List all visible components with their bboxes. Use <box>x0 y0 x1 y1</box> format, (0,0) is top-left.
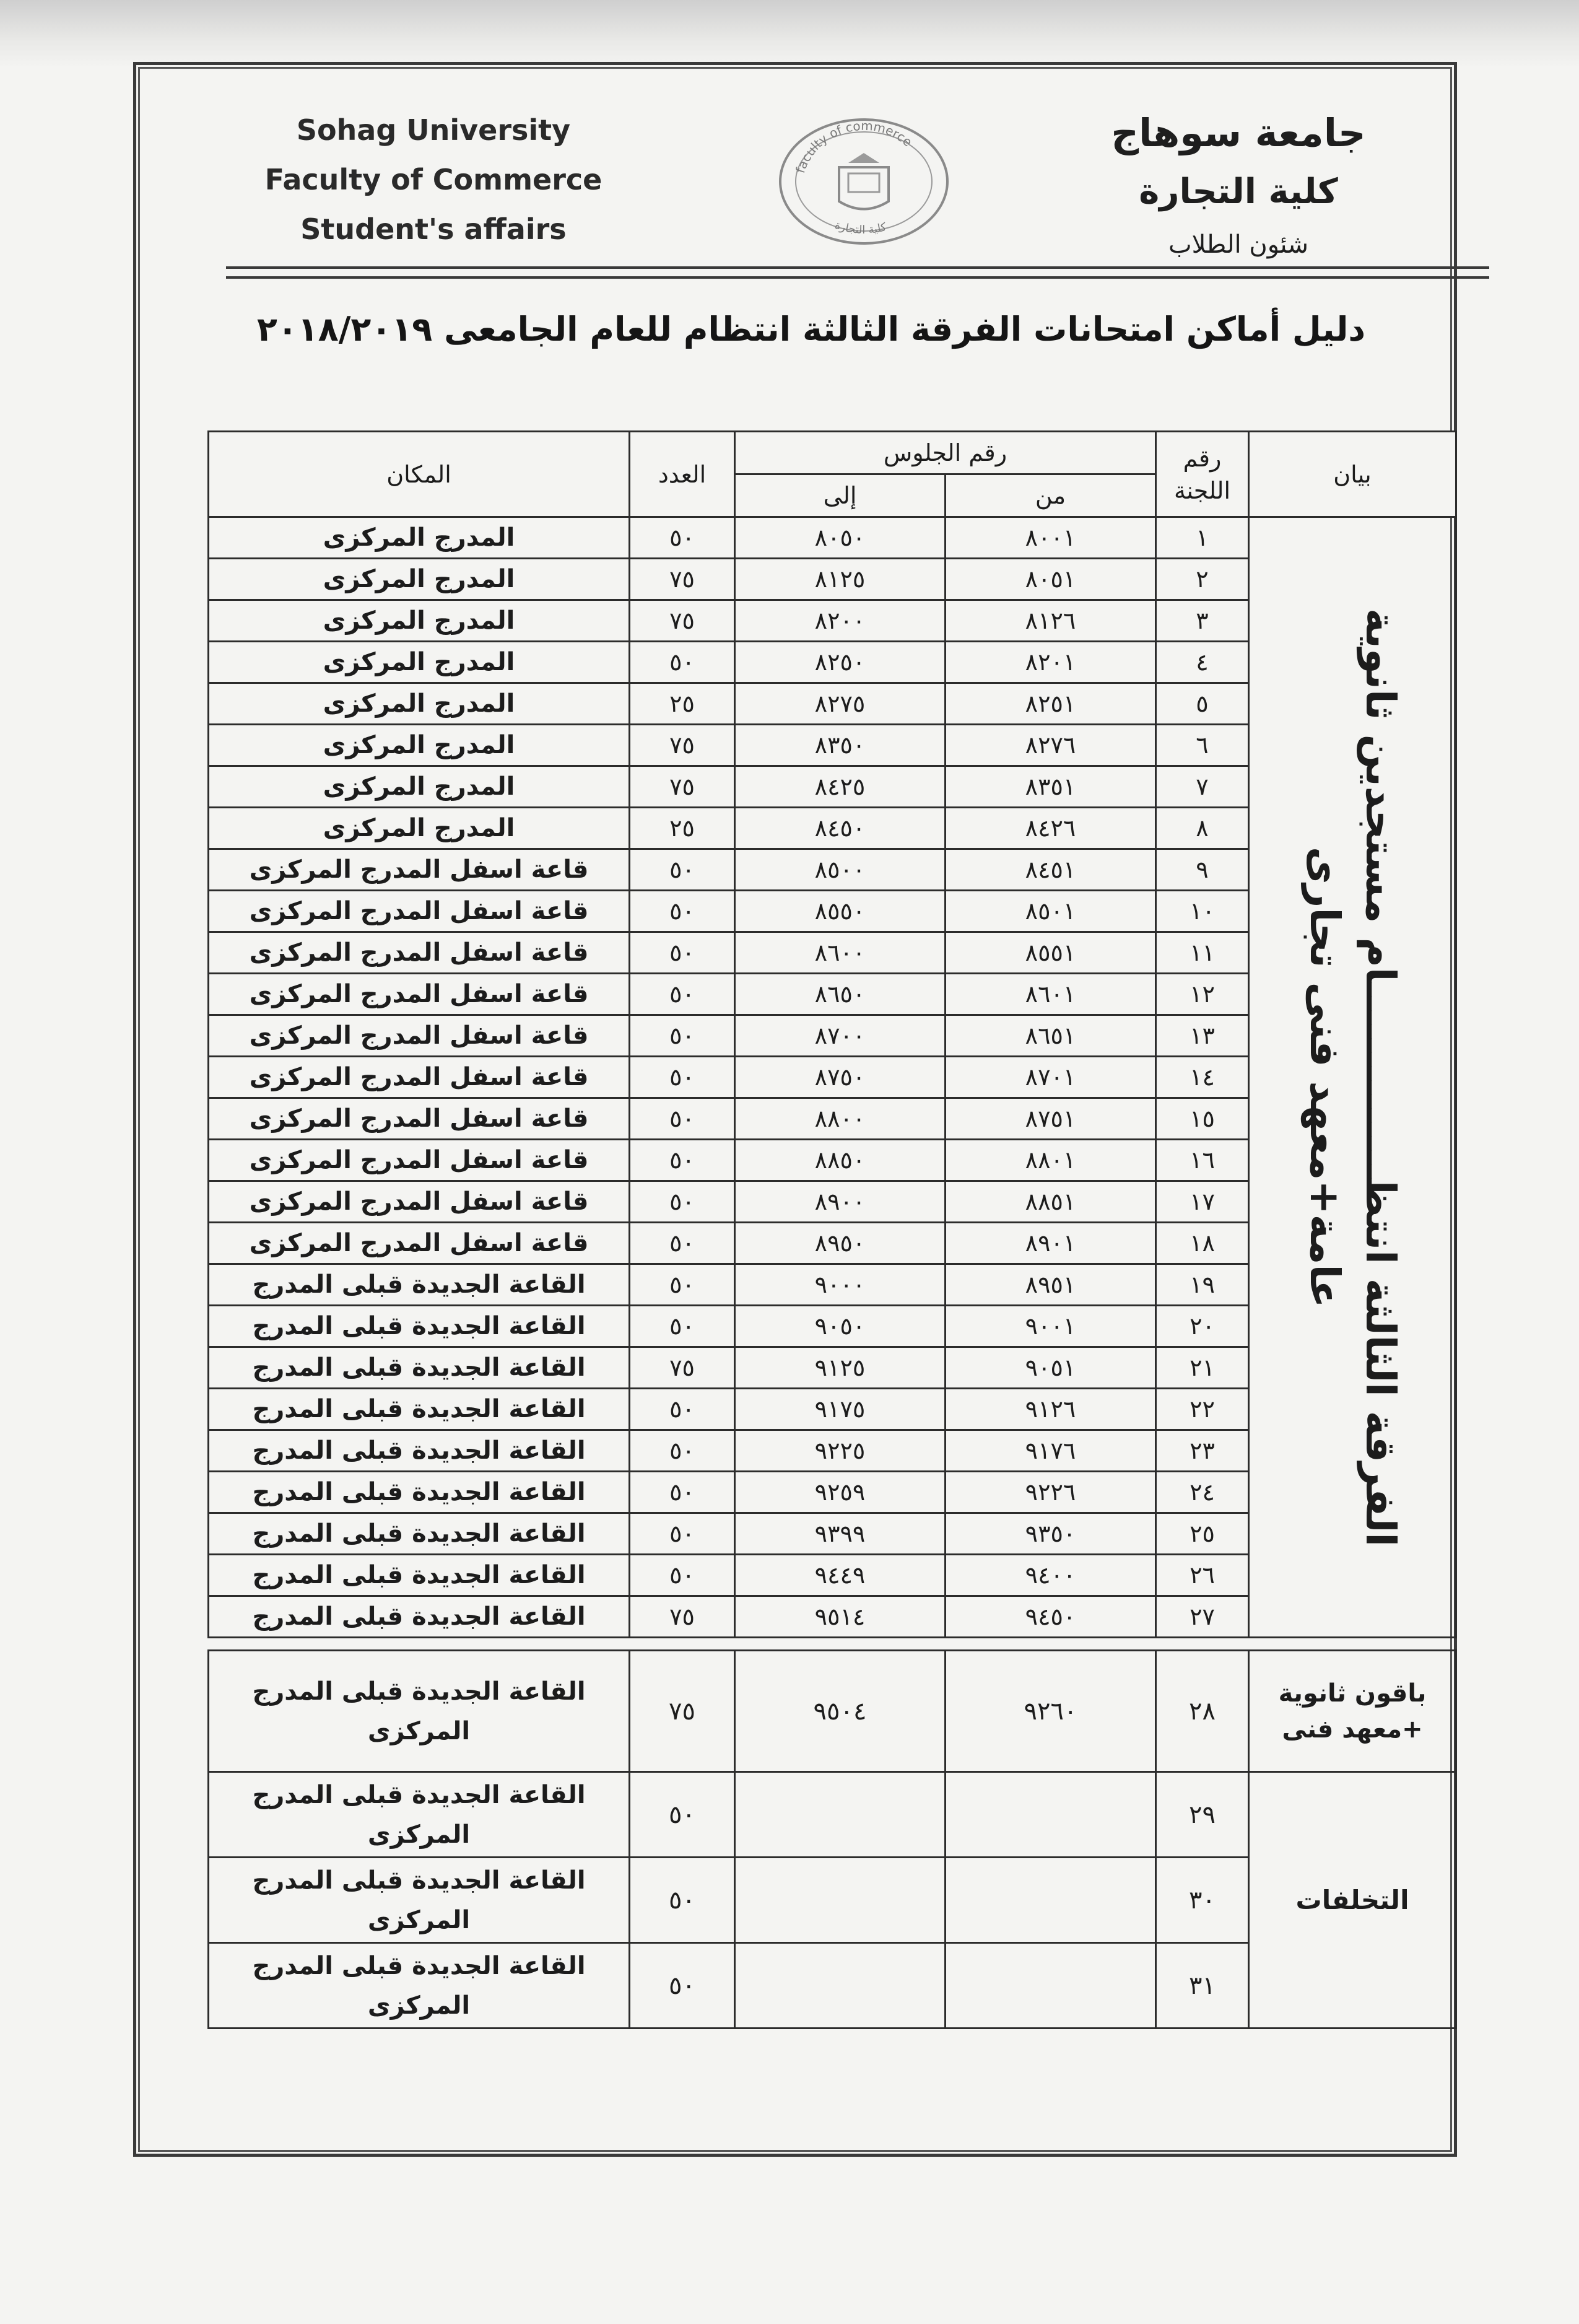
from-cell: ٨٢٥١ <box>946 683 1156 725</box>
from-cell: ٨٦٥١ <box>946 1015 1156 1057</box>
committee-cell: ١٤ <box>1156 1057 1249 1098</box>
to-cell: ٨٨٠٠ <box>735 1098 946 1140</box>
place-cell: القاعة الجديدة قبلى المدرج المركزى <box>209 1772 630 1858</box>
to-cell: ٨٧٥٠ <box>735 1057 946 1098</box>
extra-rows <box>209 1651 1456 2029</box>
to-cell: ٩٥٠٤ <box>735 1651 946 1772</box>
to-cell: ٨٣٥٠ <box>735 725 946 766</box>
from-cell: ٨٥٠١ <box>946 891 1156 932</box>
count-cell: ٧٥ <box>630 600 735 642</box>
to-cell: ٩١٢٥ <box>735 1347 946 1389</box>
place-cell: المدرج المركزى <box>209 766 630 808</box>
committee-cell: ١٠ <box>1156 891 1249 932</box>
count-cell: ٥٠ <box>630 1472 735 1513</box>
from-cell: ٨٢٧٦ <box>946 725 1156 766</box>
to-cell: ٨٦٠٠ <box>735 932 946 974</box>
header-english <box>260 105 607 254</box>
committee-cell: ٣٠ <box>1156 1858 1249 1943</box>
count-cell: ٧٥ <box>630 559 735 600</box>
count-cell: ٥٠ <box>630 1098 735 1140</box>
from-cell: ٩٢٦٠ <box>946 1651 1156 1772</box>
to-cell: ٩٢٥٩ <box>735 1472 946 1513</box>
from-cell: ٨٧٠١ <box>946 1057 1156 1098</box>
count-cell: ٧٥ <box>630 1347 735 1389</box>
to-cell: ٨٨٥٠ <box>735 1140 946 1181</box>
from-cell: ٨٣٥١ <box>946 766 1156 808</box>
count-cell: ٥٠ <box>630 642 735 683</box>
place-cell: المدرج المركزى <box>209 725 630 766</box>
count-cell: ٥٠ <box>630 1264 735 1306</box>
committee-cell: ١١ <box>1156 932 1249 974</box>
committee-cell: ١٣ <box>1156 1015 1249 1057</box>
to-cell: ٨٢٥٠ <box>735 642 946 683</box>
count-cell: ٥٠ <box>630 517 735 559</box>
committee-cell: ٢٠ <box>1156 1306 1249 1347</box>
from-cell: ٨٩٠١ <box>946 1223 1156 1264</box>
count-cell: ٥٠ <box>630 1555 735 1596</box>
table-row <box>209 1651 1456 1772</box>
to-cell: ٨٢٠٠ <box>735 600 946 642</box>
place-cell: قاعة اسفل المدرج المركزى <box>209 1223 630 1264</box>
committee-cell: ١٦ <box>1156 1140 1249 1181</box>
to-cell: ٨٥٠٠ <box>735 849 946 891</box>
late-label: التخلفات <box>1249 1772 1456 2029</box>
committee-cell: ٤ <box>1156 642 1249 683</box>
place-cell: القاعة الجديدة قبلى المدرج <box>209 1472 630 1513</box>
to-cell: ٩٥١٤ <box>735 1596 946 1638</box>
to-cell <box>735 1858 946 1943</box>
count-cell: ٥٠ <box>630 932 735 974</box>
from-cell: ٩٤٥٠ <box>946 1596 1156 1638</box>
to-cell: ٨٩٥٠ <box>735 1223 946 1264</box>
header-place: المكان <box>209 432 630 517</box>
place-cell: قاعة اسفل المدرج المركزى <box>209 1098 630 1140</box>
from-cell: ٩٠٠١ <box>946 1306 1156 1347</box>
to-cell: ٨٠٥٠ <box>735 517 946 559</box>
to-cell: ٩٣٩٩ <box>735 1513 946 1555</box>
committee-cell: ١٧ <box>1156 1181 1249 1223</box>
place-cell: القاعة الجديدة قبلى المدرج <box>209 1430 630 1472</box>
count-cell: ٥٠ <box>630 974 735 1015</box>
to-cell: ٩١٧٥ <box>735 1389 946 1430</box>
place-cell: المدرج المركزى <box>209 559 630 600</box>
from-cell: ٨٤٢٦ <box>946 808 1156 849</box>
to-cell <box>735 1943 946 2029</box>
place-cell: قاعة اسفل المدرج المركزى <box>209 932 630 974</box>
header-committee: رقم اللجنة <box>1156 432 1249 517</box>
place-cell: القاعة الجديدة قبلى المدرج المركزى <box>209 1943 630 2029</box>
group-label: الفرقة الثالثة انتظــــــــــــــام مستجدين ثانوية عامة+معهد فنى تجارى <box>1301 608 1404 1547</box>
from-cell: ٨٠٠١ <box>946 517 1156 559</box>
place-cell: المدرج المركزى <box>209 517 630 559</box>
place-cell: القاعة الجديدة قبلى المدرج <box>209 1555 630 1596</box>
from-cell: ٩١٢٦ <box>946 1389 1156 1430</box>
place-cell: القاعة الجديدة قبلى المدرج <box>209 1347 630 1389</box>
department-name-en: Student's affairs <box>300 212 567 246</box>
place-cell: المدرج المركزى <box>209 808 630 849</box>
committee-cell: ١ <box>1156 517 1249 559</box>
table-row <box>209 517 1456 559</box>
committee-cell: ١٨ <box>1156 1223 1249 1264</box>
from-cell: ٩٣٥٠ <box>946 1513 1156 1555</box>
from-cell: ٨٥٥١ <box>946 932 1156 974</box>
from-cell <box>946 1858 1156 1943</box>
group-label-cell <box>1249 517 1456 1638</box>
from-cell <box>946 1772 1156 1858</box>
from-cell: ٨٠٥١ <box>946 559 1156 600</box>
to-cell: ٨٦٥٠ <box>735 974 946 1015</box>
from-cell <box>946 1943 1156 2029</box>
header-to: إلى <box>735 474 946 517</box>
university-name-ar: جامعة سوهاج <box>1111 110 1366 155</box>
to-cell: ٩٤٤٩ <box>735 1555 946 1596</box>
from-cell: ٨٨٥١ <box>946 1181 1156 1223</box>
count-cell: ٧٥ <box>630 766 735 808</box>
to-cell: ٩٠٠٠ <box>735 1264 946 1306</box>
faculty-name-ar: كلية التجارة <box>1139 172 1338 212</box>
from-cell: ٩٤٠٠ <box>946 1555 1156 1596</box>
place-cell: قاعة اسفل المدرج المركزى <box>209 891 630 932</box>
count-cell: ٥٠ <box>630 1140 735 1181</box>
committee-cell: ٢٧ <box>1156 1596 1249 1638</box>
place-cell: القاعة الجديدة قبلى المدرج <box>209 1389 630 1430</box>
committee-cell: ٥ <box>1156 683 1249 725</box>
to-cell: ٩٢٢٥ <box>735 1430 946 1472</box>
from-cell: ٨٤٥١ <box>946 849 1156 891</box>
committee-cell: ٦ <box>1156 725 1249 766</box>
header-arabic <box>1077 102 1399 269</box>
count-cell: ٥٠ <box>630 1223 735 1264</box>
to-cell: ٨٤٢٥ <box>735 766 946 808</box>
page-title: دليل أماكن امتحانات الفرقة الثالثة انتظام للعام الجامعى ٢٠١٨/٢٠١٩ <box>256 310 1366 349</box>
committee-cell: ٢٢ <box>1156 1389 1249 1430</box>
department-name-ar: شئون الطلاب <box>1168 230 1308 259</box>
from-cell: ٨٦٠١ <box>946 974 1156 1015</box>
to-cell: ٨٧٠٠ <box>735 1015 946 1057</box>
count-cell: ٢٥ <box>630 808 735 849</box>
count-cell: ٧٥ <box>630 725 735 766</box>
place-cell: قاعة اسفل المدرج المركزى <box>209 1015 630 1057</box>
count-cell: ٥٠ <box>630 1943 735 2029</box>
place-cell: القاعة الجديدة قبلى المدرج <box>209 1596 630 1638</box>
to-cell: ٨٤٥٠ <box>735 808 946 849</box>
header-from: من <box>946 474 1156 517</box>
to-cell: ٨١٢٥ <box>735 559 946 600</box>
from-cell: ٨١٢٦ <box>946 600 1156 642</box>
from-cell: ٩٠٥١ <box>946 1347 1156 1389</box>
to-cell <box>735 1772 946 1858</box>
scan-shadow <box>0 0 1579 68</box>
place-cell: المدرج المركزى <box>209 600 630 642</box>
place-cell: القاعة الجديدة قبلى المدرج المركزى <box>209 1651 630 1772</box>
from-cell: ٨٢٠١ <box>946 642 1156 683</box>
exam-locations-table <box>207 430 1457 2029</box>
count-cell: ٢٥ <box>630 683 735 725</box>
place-cell: قاعة اسفل المدرج المركزى <box>209 1057 630 1098</box>
committee-cell: ٢٤ <box>1156 1472 1249 1513</box>
count-cell: ٥٠ <box>630 849 735 891</box>
place-cell: القاعة الجديدة قبلى المدرج <box>209 1264 630 1306</box>
count-cell: ٥٠ <box>630 1430 735 1472</box>
committee-cell: ٨ <box>1156 808 1249 849</box>
to-cell: ٨٢٧٥ <box>735 683 946 725</box>
committee-cell: ٣ <box>1156 600 1249 642</box>
place-cell: القاعة الجديدة قبلى المدرج <box>209 1306 630 1347</box>
place-cell: القاعة الجديدة قبلى المدرج <box>209 1513 630 1555</box>
main-rows <box>209 517 1456 1638</box>
count-cell: ٥٠ <box>630 1015 735 1057</box>
committee-cell: ١٢ <box>1156 974 1249 1015</box>
place-cell: قاعة اسفل المدرج المركزى <box>209 1181 630 1223</box>
to-cell: ٩٠٥٠ <box>735 1306 946 1347</box>
header-statement: بيان <box>1249 432 1456 517</box>
place-cell: قاعة اسفل المدرج المركزى <box>209 849 630 891</box>
faculty-logo <box>768 108 960 251</box>
committee-cell: ١٩ <box>1156 1264 1249 1306</box>
count-cell: ٥٠ <box>630 1181 735 1223</box>
count-cell: ٧٥ <box>630 1651 735 1772</box>
logo-text-ar: كلية التجارة <box>833 218 888 237</box>
place-cell: المدرج المركزى <box>209 642 630 683</box>
header-count: العدد <box>630 432 735 517</box>
committee-cell: ٧ <box>1156 766 1249 808</box>
count-cell: ٥٠ <box>630 1306 735 1347</box>
from-cell: ٨٧٥١ <box>946 1098 1156 1140</box>
header-divider <box>226 266 1489 279</box>
to-cell: ٨٩٠٠ <box>735 1181 946 1223</box>
table-separator <box>209 1638 1456 1651</box>
from-cell: ٩٢٢٦ <box>946 1472 1156 1513</box>
committee-cell: ١٥ <box>1156 1098 1249 1140</box>
header-seat-number: رقم الجلوس <box>735 432 1156 474</box>
count-cell: ٥٠ <box>630 1513 735 1555</box>
committee-cell: ٢٦ <box>1156 1555 1249 1596</box>
place-cell: القاعة الجديدة قبلى المدرج المركزى <box>209 1858 630 1943</box>
from-cell: ٨٩٥١ <box>946 1264 1156 1306</box>
committee-cell: ٣١ <box>1156 1943 1249 2029</box>
university-name-en: Sohag University <box>296 113 571 147</box>
count-cell: ٥٠ <box>630 1772 735 1858</box>
committee-cell: ٢٨ <box>1156 1651 1249 1772</box>
count-cell: ٥٠ <box>630 891 735 932</box>
from-cell: ٨٨٠١ <box>946 1140 1156 1181</box>
to-cell: ٨٥٥٠ <box>735 891 946 932</box>
table-row <box>209 1772 1456 1858</box>
count-cell: ٥٠ <box>630 1057 735 1098</box>
committee-cell: ٢٣ <box>1156 1430 1249 1472</box>
committee-cell: ٩ <box>1156 849 1249 891</box>
count-cell: ٧٥ <box>630 1596 735 1638</box>
committee-cell: ٢٥ <box>1156 1513 1249 1555</box>
from-cell: ٩١٧٦ <box>946 1430 1156 1472</box>
statement-cell: باقون ثانوية +معهد فنى <box>1249 1651 1456 1772</box>
logo-text: faculty of commerce <box>793 118 915 175</box>
place-cell: قاعة اسفل المدرج المركزى <box>209 1140 630 1181</box>
committee-cell: ٢٩ <box>1156 1772 1249 1858</box>
place-cell: المدرج المركزى <box>209 683 630 725</box>
count-cell: ٥٠ <box>630 1858 735 1943</box>
count-cell: ٥٠ <box>630 1389 735 1430</box>
committee-cell: ٢ <box>1156 559 1249 600</box>
place-cell: قاعة اسفل المدرج المركزى <box>209 974 630 1015</box>
committee-cell: ٢١ <box>1156 1347 1249 1389</box>
faculty-name-en: Faculty of Commerce <box>264 163 602 196</box>
